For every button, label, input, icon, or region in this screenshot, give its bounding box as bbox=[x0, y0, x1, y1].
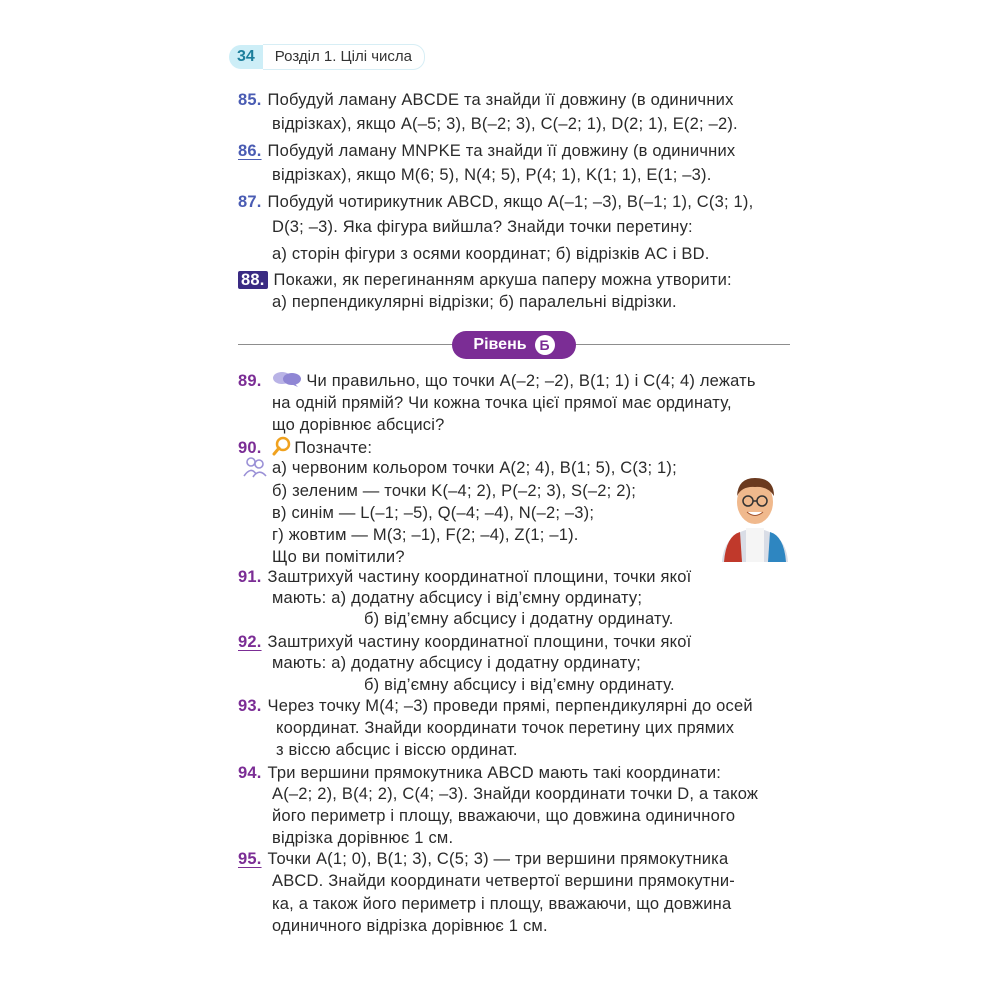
exercise-number: 87. bbox=[238, 193, 262, 211]
exercise-text: Через точку M(4; –3) проведи прямі, перпендикулярні до осей bbox=[267, 697, 753, 715]
exercise-94-line-4: відрізка дорівнює 1 см. bbox=[272, 829, 454, 847]
exercise-text: Заштрихуй частину координатної площини, точки якої bbox=[267, 568, 692, 586]
exercise-95 bbox=[238, 849, 728, 869]
exercise-number: 86. bbox=[238, 142, 262, 160]
exercise-95-line-2: ABCD. Знайди координати четвертої вершини прямокутни- bbox=[272, 872, 735, 890]
level-label bbox=[452, 331, 576, 359]
exercise-text: Точки A(1; 0), B(1; 3), C(5; 3) — три вершини прямокутника bbox=[267, 850, 729, 868]
exercise-85-line-2: відрізках), якщо A(–5; 3), B(–2; 3), C(–2; 1), D(2; 1), E(2; –2). bbox=[272, 115, 738, 133]
level-text: Рівень bbox=[473, 336, 527, 353]
exercise-text: Заштрихуй частину координатної площини, точки якої bbox=[267, 633, 692, 651]
exercise-text: Побудуй чотирикутник ABCD, якщо A(–1; –3), B(–1; 1), C(3; 1), bbox=[267, 193, 754, 211]
student-illustration bbox=[718, 470, 792, 562]
exercise-86-line-2: відрізках), якщо M(6; 5), N(4; 5), P(4; 1), K(1; 1), E(1; –3). bbox=[272, 166, 712, 184]
exercise-86 bbox=[238, 141, 735, 161]
exercise-93-line-2: координат. Знайди координати точок перетину цих прямих bbox=[276, 719, 735, 737]
exercise-number: 94. bbox=[238, 764, 262, 782]
exercise-text: Покажи, як перегинанням аркуша паперу можна утворити: bbox=[273, 271, 732, 289]
exercise-number: 93. bbox=[238, 697, 262, 715]
exercise-text: Три вершини прямокутника ABCD мають такі координати: bbox=[267, 764, 722, 782]
page-number: 34 bbox=[229, 45, 263, 69]
exercise-89 bbox=[238, 370, 756, 393]
exercise-88 bbox=[238, 270, 732, 290]
exercise-text: Побудуй ламану ABCDE та знайди її довжину (в одиничних bbox=[267, 91, 734, 109]
exercise-94-line-3: його периметр і площу, вважаючи, що довжина одиничного bbox=[272, 807, 736, 825]
exercise-90-item-a: а) червоним кольором точки A(2; 4), B(1; 5), C(3; 1); bbox=[272, 459, 677, 477]
exercise-90-item-d: г) жовтим — M(3; –1), F(2; –4), Z(1; –1). bbox=[272, 526, 579, 544]
exercise-90-item-b: б) зеленим — точки K(–4; 2), P(–2; 3), S(–2; 2); bbox=[272, 482, 637, 500]
exercise-92 bbox=[238, 632, 691, 652]
exercise-91-item-a: мають: а) додатну абсцису і від’ємну ординату; bbox=[272, 589, 643, 607]
exercise-87-line-3: а) сторін фігури з осями координат; б) відрізків AC і BD. bbox=[272, 245, 710, 263]
level-badge: Б bbox=[535, 335, 555, 355]
exercise-text: Позначте: bbox=[294, 438, 373, 457]
page-header bbox=[229, 45, 425, 69]
exercise-94 bbox=[238, 763, 721, 783]
exercise-93 bbox=[238, 696, 753, 716]
exercise-91-item-b: б) від’ємну абсцису і додатну ординату. bbox=[364, 610, 674, 628]
pair-work-icon bbox=[242, 456, 268, 483]
exercise-92-item-b: б) від’ємну абсцису і від’ємну ординату. bbox=[364, 676, 675, 694]
exercise-94-line-2: A(–2; 2), B(4; 2), C(4; –3). Знайди координати точки D, а також bbox=[272, 785, 759, 803]
exercise-88-line-2: а) перпендикулярні відрізки; б) паралельні відрізки. bbox=[272, 293, 677, 311]
exercise-number: 95. bbox=[238, 850, 262, 868]
exercise-89-line-2: на одній прямій? Чи кожна точка цієї прямої має ординату, bbox=[272, 394, 732, 412]
exercise-95-line-4: одиничного відрізка дорівнює 1 см. bbox=[272, 917, 548, 935]
exercise-91 bbox=[238, 567, 691, 587]
exercise-87-line-2: D(3; –3). Яка фігура вийшла? Знайди точки перетину: bbox=[272, 218, 693, 236]
exercise-text: Чи правильно, що точки A(–2; –2), B(1; 1) і C(4; 4) лежать bbox=[306, 371, 756, 390]
exercise-90-item-c: в) синім — L(–1; –5), Q(–4; –4), N(–2; –3); bbox=[272, 504, 595, 522]
speech-bubbles-icon bbox=[272, 370, 302, 393]
exercise-text: Побудуй ламану MNPKE та знайди її довжину (в одиничних bbox=[267, 142, 736, 160]
exercise-87 bbox=[238, 192, 753, 212]
exercise-95-line-3: ка, а також його периметр і площу, вважаючи, що довжина bbox=[272, 895, 732, 913]
exercise-number: 85. bbox=[238, 91, 262, 109]
exercise-89-line-3: що дорівнює абсцисі? bbox=[272, 416, 445, 434]
exercise-90-question: Що ви помітили? bbox=[272, 548, 405, 566]
section-title: Розділ 1. Цілі числа bbox=[263, 44, 425, 70]
exercise-93-line-3: з віссю абсцис і віссю ординат. bbox=[276, 741, 518, 759]
exercise-number: 92. bbox=[238, 633, 262, 651]
exercise-number: 88. bbox=[238, 271, 268, 289]
exercise-92-item-a: мають: а) додатну абсцису і додатну ординату; bbox=[272, 654, 641, 672]
exercise-85 bbox=[238, 90, 734, 110]
exercise-number: 89. bbox=[238, 371, 262, 390]
exercise-number: 90. bbox=[238, 438, 262, 457]
exercise-number: 91. bbox=[238, 568, 262, 586]
